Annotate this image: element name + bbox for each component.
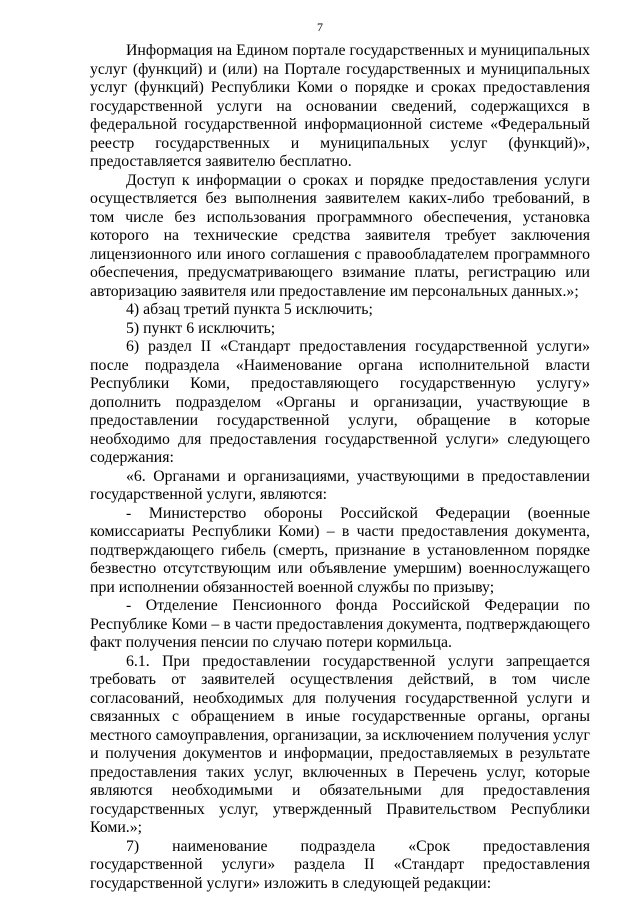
paragraph-access-info: Доступ к информации о сроках и порядке предоставления услуги осуществляется без выполнения заявителем каких-либо требований, в том числе без использования программного обеспечения, установка которого на технические средства заявителя требует заключения лицензионного или иного соглашения с правообладателем программного обеспечения, предусматривающего взимание платы, регистрацию или авторизацию заявителя или предоставление им персональных данных.»; — [90, 171, 590, 300]
paragraph-item-6: 6) раздел II «Стандарт предоставления государственной услуги» после подраздела «Наименование органа исполнительной власти Республики Коми, предоставляющего государственную услугу» дополнить подразделом «Органы и организации, участвующие в предоставлении государственной услуги, обращение в которые необходимо для предоставления государственной услуги» следующего содержания: — [90, 338, 590, 466]
paragraph-item-4: 4) абзац третий пункта 5 исключить; — [126, 301, 373, 318]
page-number: 7 — [317, 20, 323, 34]
paragraph-item-7: 7) наименование подраздела «Срок предоставления государственной услуги» раздела II «Стандарт предоставления государственной услуги» изложить в следующей редакции: — [90, 837, 590, 892]
paragraph-pension-fund: - Отделение Пенсионного фонда Российской Федерации по Республике Коми – в части предоставления документа, подтверждающего факт получения пенсии по случаю потери кормильца. — [90, 597, 590, 651]
paragraph-organizations-intro: «6. Органами и организациями, участвующими в предоставлении государственной услуги, являются: — [90, 467, 590, 503]
paragraph-item-5: 5) пункт 6 исключить; — [126, 319, 276, 337]
paragraph-clause-6-1: 6.1. При предоставлении государственной услуги запрещается требовать от заявителей осуществления действий, в том числе согласований, необходимых для получения государственной услуги и связанных с обращением в иные государственные органы, органы местного самоуправления, организации, за исключением получения услуг и получения документов и информации, предоставляемых в результате предоставления таких услуг, включенных в Перечень услуг, которые являются необходимыми и обязательными для предоставления государственных услуг, утвержденный Правительством Республики Коми.»; — [90, 652, 590, 836]
paragraph-portal-info: Информация на Едином портале государственных и муниципальных услуг (функций) и (или) на Портале государственных и муниципальных услуг (функций) Республики Коми о порядке и сроках предоставления государственной услуги на основании сведений, содержащихся в федеральной государственной информационной системе «Федеральный реестр государственных и муниципальных услуг (функций)», предоставляется заявителю бесплатно. — [90, 42, 590, 170]
paragraph-ministry-of-defense: - Министерство обороны Российской Федерации (военные комиссариаты Республики Коми) – в части предоставления документа, подтверждающего гибель (смерть, признание в установленном порядке безвестно отсутствующим или объявление умершим) военнослужащего при исполнении обязанностей военной службы по призыву; — [90, 504, 590, 596]
document-body — [90, 42, 590, 893]
